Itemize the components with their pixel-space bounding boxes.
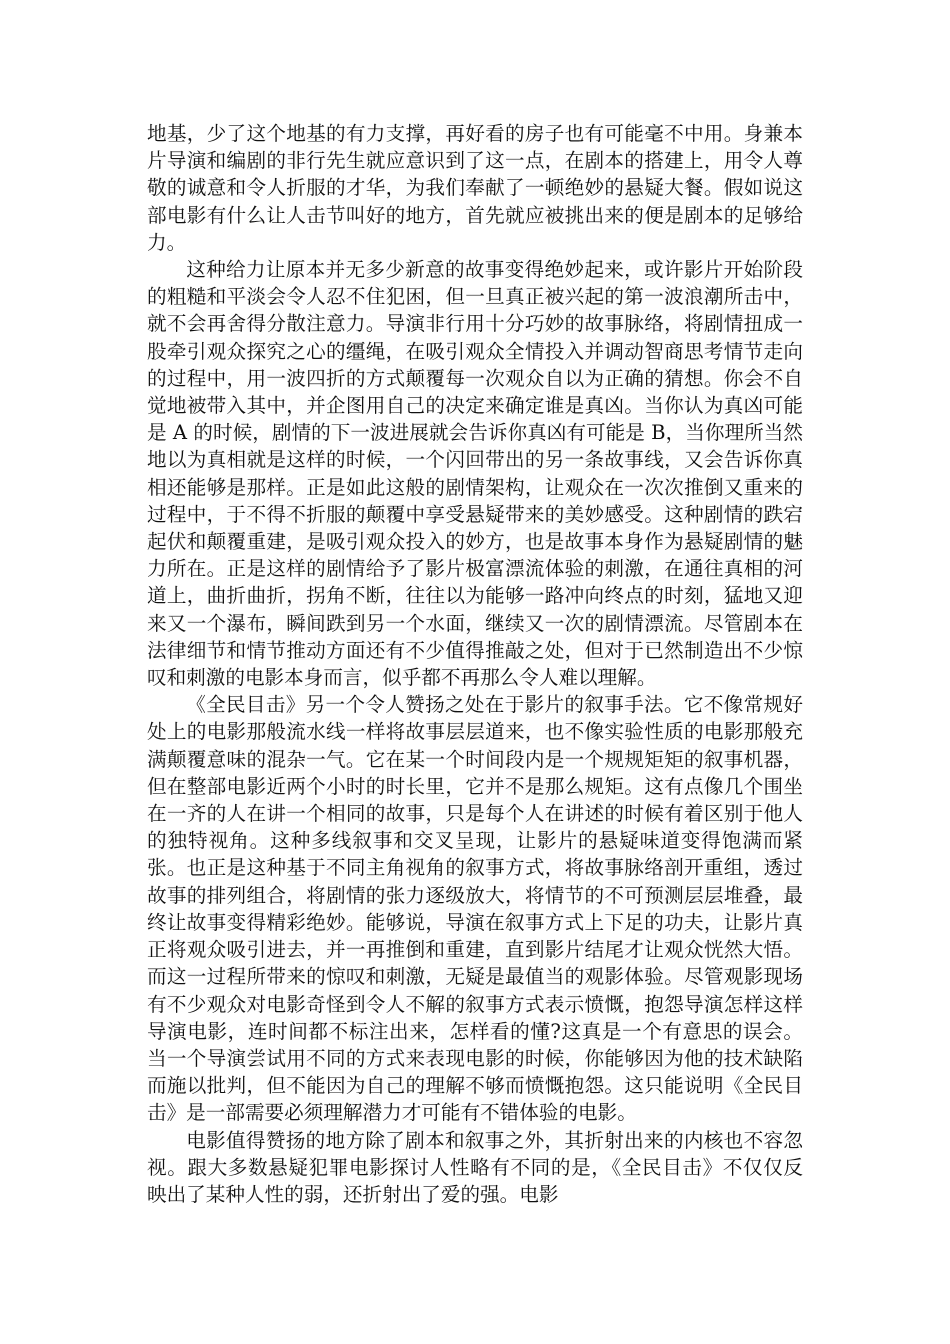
paragraph-2: 这种给力让原本并无多少新意的故事变得绝妙起来，或许影片开始阶段的粗糙和平淡会令人忍不住犯困，但一旦真正被兴起的第一波浪潮所击中，就不会再舍得分散注意力。导演非行用十分巧妙的故事脉络，将剧情扭成一股牵引观众探究之心的缰绳，在吸引观众全情投入并调动智商思考情节走向的过程中，用一波四折的方式颠覆每一次观众自以为正确的猜想。你会不自觉地被带入其中，并企图用自己的决定来确定谁是真凶。当你认为真凶可能是 A 的时候，剧情的下一波进展就会告诉你真凶有可能是 B，当你理所当然地以为真相就是这样的时候，一个闪回带出的另一条故事线，又会告诉你真相还能够是那样。正是如此这般的剧情架构，让观众在一次次推倒又重来的过程中，于不得不折服的颠覆中享受悬疑带来的美妙感受。这种剧情的跌宕起伏和颠覆重建，是吸引观众投入的妙方，也是故事本身作为悬疑剧情的魅力所在。正是这样的剧情给予了影片极富漂流体验的刺激，在通往真相的河道上，曲折曲折，拐角不断，往往以为能够一路冲向终点的时刻，猛地又迎来又一个瀑布，瞬间跌到另一个水面，继续又一次的剧情漂流。尽管剧本在法律细节和情节推动方面还有不少值得推敲之处，但对于已然制造出不少惊叹和刺激的电影本身而言，似乎都不再那么令人难以理解。 <box>147 258 803 690</box>
paragraph-1: 地基，少了这个地基的有力支撑，再好看的房子也有可能毫不中用。身兼本片导演和编剧的非行先生就应意识到了这一点，在剧本的搭建上，用令人尊敬的诚意和令人折服的才华，为我们奉献了一顿绝妙的悬疑大餐。假如说这部电影有什么让人击节叫好的地方，首先就应被挑出来的便是剧本的足够给力。 <box>147 122 803 254</box>
document-body <box>147 120 803 1208</box>
paragraph-4: 电影值得赞扬的地方除了剧本和叙事之外，其折射出来的内核也不容忽视。跟大多数悬疑犯罪电影探讨人性略有不同的是，《全民目击》不仅仅反映出了某种人性的弱，还折射出了爱的强。电影 <box>147 1128 803 1206</box>
paragraph-3: 《全民目击》另一个令人赞扬之处在于影片的叙事手法。它不像常规好处上的电影那般流水线一样将故事层层道来，也不像实验性质的电影那般充满颠覆意味的混杂一气。它在某一个时间段内是一个规规矩矩的叙事机器，但在整部电影近两个小时的时长里，它并不是那么规矩。这有点像几个围坐在一齐的人在讲一个相同的故事，只是每个人在讲述的时候有着区别于他人的独特视角。这种多线叙事和交叉呈现，让影片的悬疑味道变得饱满而紧张。也正是这种基于不同主角视角的叙事方式，将故事脉络剖开重组，透过故事的排列组合，将剧情的张力逐级放大，将情节的不可预测层层堆叠，最终让故事变得精彩绝妙。能够说，导演在叙事方式上下足的功夫，让影片真正将观众吸引进去，并一再推倒和重建，直到影片结尾才让观众恍然大悟。而这一过程所带来的惊叹和刺激，无疑是最值当的观影体验。尽管观影现场有不少观众对电影奇怪到令人不解的叙事方式表示愤慨，抱怨导演怎样这样导演电影，连时间都不标注出来，怎样看的懂?这真是一个有意思的误会。当一个导演尝试用不同的方式来表现电影的时候，你能够因为他的技术缺陷而施以批判，但不能因为自己的理解不够而愤慨抱怨。这只能说明《全民目击》是一部需要必须理解潜力才可能有不错体验的电影。 <box>147 693 803 1125</box>
